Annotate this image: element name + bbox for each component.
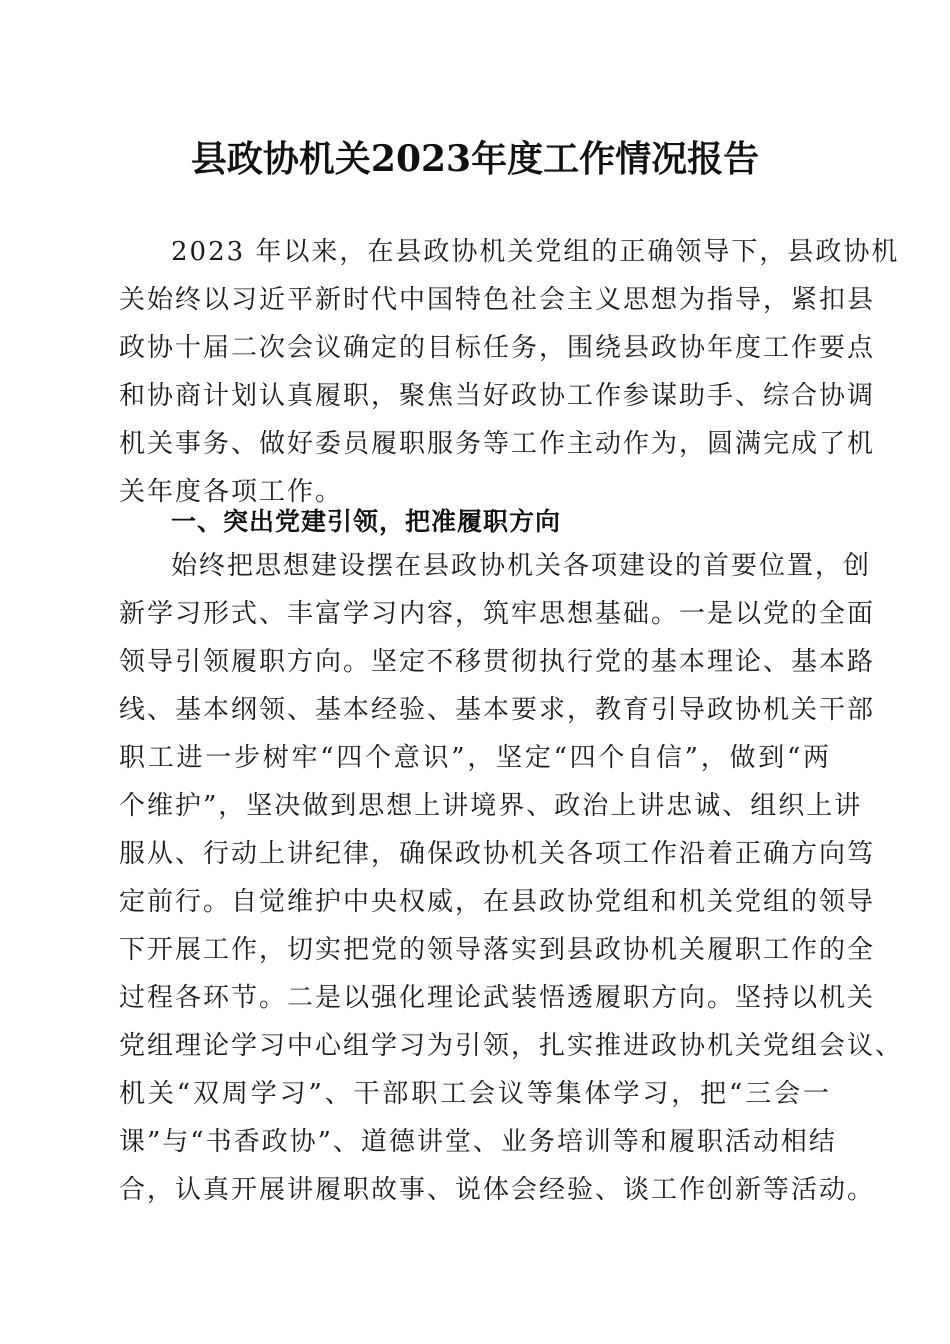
paragraph-line: 定前行。自觉维护中央权威，在县政协党组和机关党组的领导 [119,887,876,917]
paragraph-line: 线、基本纲领、基本经验、基本要求，教育引导政协机关干部 [119,695,876,725]
paragraph-line: 政协十届二次会议确定的目标任务，围绕县政协年度工作要点 [119,333,876,363]
paragraph-line: 和协商计划认真履职，聚焦当好政协工作参谋助手、综合协调 [119,381,876,411]
paragraph-line: 个维护”，坚决做到思想上讲境界、政治上讲忠诚、组织上讲 [119,791,863,821]
paragraph-section-1 [119,542,904,1214]
paragraph-line: 课”与“书香政协”、道德讲堂、业务培训等和履职活动相结 [119,1127,837,1157]
paragraph-line: 关始终以习近平新时代中国特色社会主义思想为指导，紧扣县 [119,285,876,315]
paragraph-line: 机关事务、做好委员履职服务等工作主动作为，圆满完成了机 [119,429,876,459]
paragraph-line: 机关“双周学习”、干部职工会议等集体学习，把“三会一 [119,1079,831,1109]
paragraph-line: 2023 年以来，在县政协机关党组的正确领导下，县政协机 [171,237,900,267]
document-title: 县政协机关2023年度工作情况报告 [190,138,760,180]
paragraph-line: 下开展工作，切实把党的领导落实到县政协机关履职工作的全 [119,935,876,965]
paragraph-line: 合，认真开展讲履职故事、说体会经验、谈工作创新等活动。 [119,1175,876,1205]
paragraph-line: 关年度各项工作。 [119,477,344,507]
section-heading: 一、突出党建引领，把准履职方向 [171,507,562,536]
paragraph-line: 新学习形式、丰富学习内容，筑牢思想基础。一是以党的全面 [119,599,876,629]
paragraph-line: 领导引领履职方向。坚定不移贯彻执行党的基本理论、基本路 [119,647,876,677]
paragraph-line: 过程各环节。二是以强化理论武装悟透履职方向。坚持以机关 [119,983,876,1013]
paragraph-line: 服从、行动上讲纪律，确保政协机关各项工作沿着正确方向笃 [119,839,876,869]
paragraph-line: 党组理论学习中心组学习为引领，扎实推进政协机关党组会议、 [119,1031,904,1061]
paragraph-line: 职工进一步树牢“四个意识”，坚定“四个自信”，做到“两 [119,743,831,773]
paragraph-intro [119,228,900,516]
paragraph-line: 始终把思想建设摆在县政协机关各项建设的首要位置，创 [171,551,872,581]
